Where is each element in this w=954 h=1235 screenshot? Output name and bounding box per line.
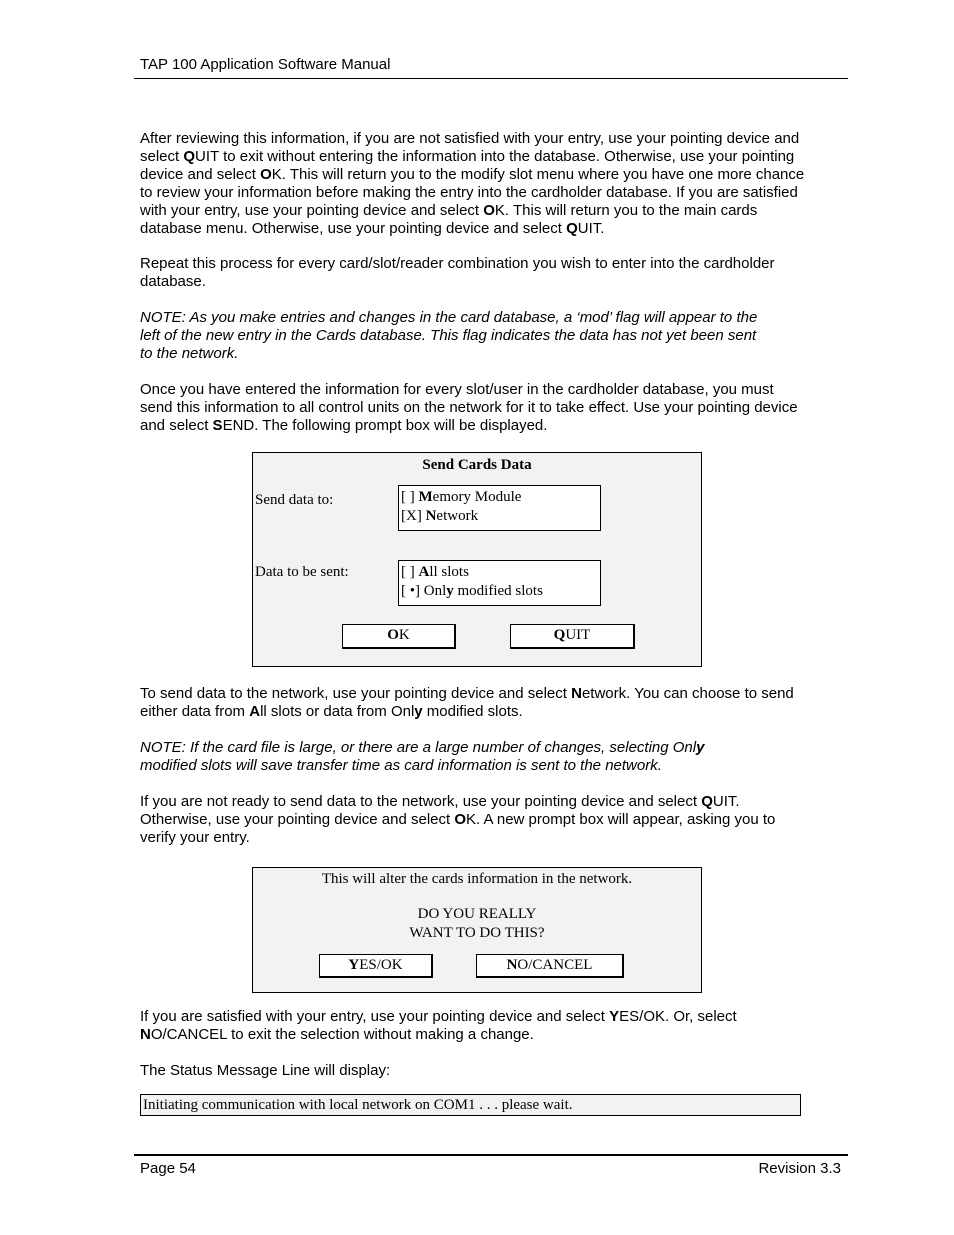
paragraph-not-ready: If you are not ready to send data to the network, use your pointing device and select QUIT. Otherwise, use your pointing device and select OK. A new prompt box will appear, asking you to verify your entry. bbox=[140, 793, 776, 846]
no-cancel-button[interactable]: NO/CANCEL bbox=[476, 954, 624, 978]
page-number: Page 54 bbox=[140, 1160, 196, 1177]
revision: Revision 3.3 bbox=[758, 1160, 841, 1177]
option-memory-module[interactable]: [ ] Memory Module bbox=[401, 489, 522, 505]
option-network[interactable]: [X] Network bbox=[401, 508, 479, 524]
footer-rule bbox=[134, 1154, 848, 1156]
data-sent-label: Data to be sent: bbox=[255, 564, 349, 580]
data-sent-options bbox=[398, 560, 601, 606]
paragraph-status-intro: The Status Message Line will display: bbox=[140, 1062, 391, 1079]
paragraph-network: To send data to the network, use your pointing device and select Network. You can choose to send either data from All slots or data from Only modified slots. bbox=[140, 685, 794, 720]
send-to-options bbox=[398, 485, 601, 531]
running-header: TAP 100 Application Software Manual bbox=[140, 56, 391, 73]
dialog-title: Send Cards Data bbox=[422, 457, 532, 473]
note-mod-flag: NOTE: As you make entries and changes in the card database, a ‘mod’ flag will appear to the left of the new entry in the Cards database. This flag indicates the data has not yet been sent to the network. bbox=[140, 309, 758, 362]
confirm-question-line2: WANT TO DO THIS? bbox=[409, 925, 545, 941]
option-only-modified-slots[interactable]: [ •] Only modified slots bbox=[401, 583, 543, 599]
paragraph-review: After reviewing this information, if you are not satisfied with your entry, use your pointing device and select QUIT to exit without entering the information into the database. Otherwise, use your pointing device and select OK. This will return you to the modify slot menu where you have one more chance to review your information before making the entry into the cardholder database. If you are satisfied with your entry, use your pointing device and select OK. This will return you to the main cards database menu. Otherwise, use your pointing device and select QUIT. bbox=[140, 130, 805, 237]
option-all-slots[interactable]: [ ] All slots bbox=[401, 564, 469, 580]
status-message-line: Initiating communication with local network on COM1 . . . please wait. bbox=[140, 1094, 801, 1116]
confirm-message: This will alter the cards information in the network. bbox=[321, 871, 633, 887]
confirm-dialog bbox=[252, 867, 702, 993]
paragraph-satisfied: If you are satisfied with your entry, use your pointing device and select YES/OK. Or, select NO/CANCEL to exit the selection without making a change. bbox=[140, 1008, 737, 1043]
paragraph-repeat: Repeat this process for every card/slot/reader combination you wish to enter into the cardholder database. bbox=[140, 255, 775, 290]
yes-ok-button[interactable]: YES/OK bbox=[319, 954, 433, 978]
quit-button[interactable]: QUIT bbox=[510, 624, 635, 649]
note-transfer-time: NOTE: If the card file is large, or there are a large number of changes, selecting Only modified slots will save transfer time as card information is sent to the network. bbox=[140, 739, 705, 774]
ok-button[interactable]: OK bbox=[342, 624, 456, 649]
send-cards-dialog bbox=[252, 452, 702, 667]
send-to-label: Send data to: bbox=[255, 492, 334, 508]
confirm-question-line1: DO YOU REALLY bbox=[417, 906, 537, 922]
header-rule bbox=[134, 78, 848, 79]
paragraph-send: Once you have entered the information for every slot/user in the cardholder database, you must send this information to all control units on the network for it to take effect. Use your pointing device and select SEND. The following prompt box will be displayed. bbox=[140, 381, 798, 434]
